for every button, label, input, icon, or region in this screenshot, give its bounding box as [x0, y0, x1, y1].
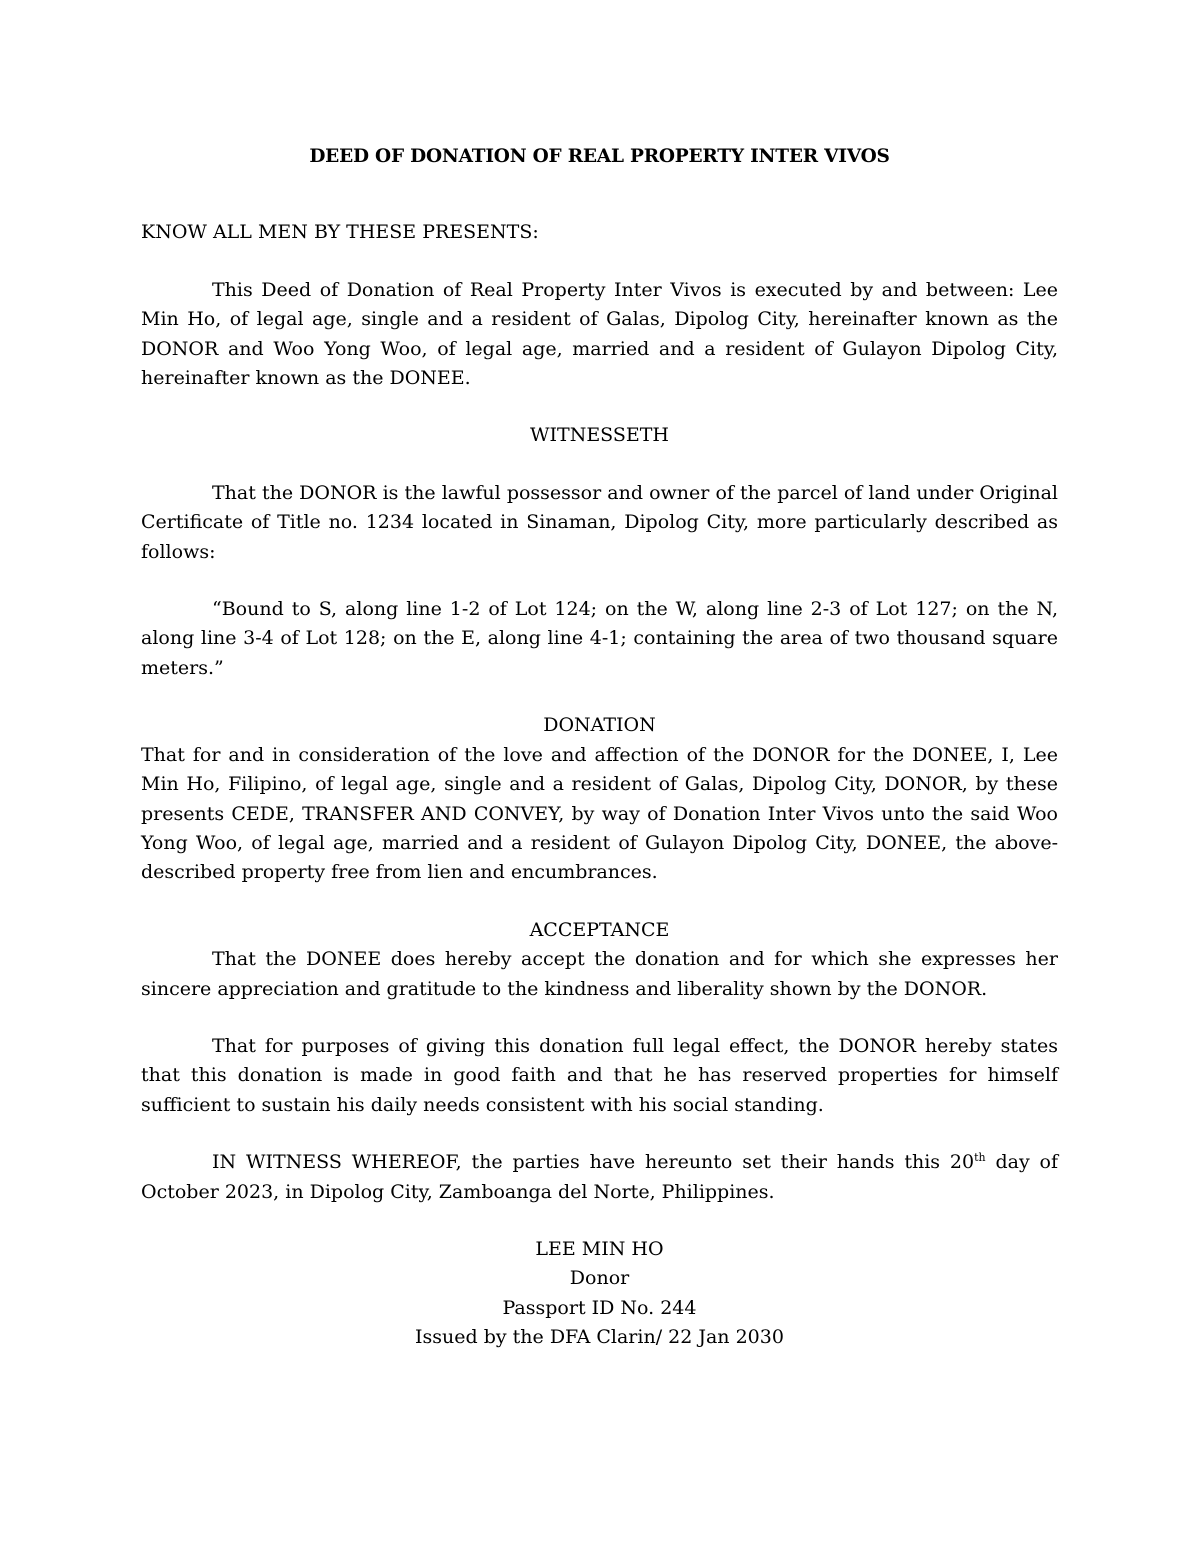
- donation-heading: DONATION: [543, 714, 656, 737]
- ordinal-suffix: th: [974, 1151, 986, 1165]
- spacer: [141, 683, 1058, 711]
- signatory-issued: Issued by the DFA Clarin/ 22 Jan 2030: [415, 1326, 784, 1349]
- donation-paragraph: That for and in consideration of the love and affection of the DONOR for the DONEE, I, Lee Min Ho, Filipino, of legal age, single and a resident of Galas, Dipolog City, DONOR, by these presents CEDE, TRANSFER AND CONVEY, by way of Donation Inter Vivos unto the said Woo Yong Woo, of legal age, married and a resident of Gulayon Dipolog City, DONEE, the above-described property free from lien and encumbrances.: [141, 743, 1058, 884]
- witness-clause: [141, 1148, 1058, 1207]
- intro-paragraph: This Deed of Donation of Real Property Inter Vivos is executed by and between: Lee Min Ho, of legal age, single and a resident of Galas, Dipolog City, hereinafter known as the DONOR and Woo Yong Woo, of legal age, married and a resident of Gulayon Dipolog City, hereinafter known as the DONEE.: [141, 278, 1058, 390]
- document-page: [141, 142, 1058, 1353]
- spacer: [141, 888, 1058, 916]
- spacer: [141, 1004, 1058, 1032]
- witnesseth-heading: WITNESSETH: [529, 424, 669, 447]
- signature-block: [141, 1235, 1058, 1353]
- spacer: [141, 1207, 1058, 1235]
- acceptance-paragraph: That the DONEE does hereby accept the donation and for which she expresses her sincere appreciation and gratitude to the kindness and liberality shown by the DONOR.: [141, 948, 1058, 1000]
- witness-clause-start: IN WITNESS WHEREOF, the parties have hereunto set their hands this 20: [212, 1151, 975, 1174]
- property-description: “Bound to S, along line 1-2 of Lot 124; on the W, along line 2-3 of Lot 127; on the N, along line 3-4 of Lot 128; on the E, along line 4-1; containing the area of two thousand square meters.”: [141, 598, 1058, 679]
- purpose-paragraph: That for purposes of giving this donation full legal effect, the DONOR hereby states that this donation is made in good faith and that he has reserved properties for himself sufficient to sustain his daily needs consistent with his social standing.: [141, 1034, 1058, 1116]
- signatory-name: LEE MIN HO: [535, 1237, 664, 1260]
- witness-clause-end: day of October 2023, in Dipolog City, Zamboanga del Norte, Philippines.: [141, 1151, 1058, 1203]
- spacer: [141, 1120, 1058, 1148]
- document-title: DEED OF DONATION OF REAL PROPERTY INTER VIVOS: [309, 146, 890, 167]
- spacer: [141, 393, 1058, 421]
- spacer: [141, 248, 1058, 276]
- spacer: [141, 567, 1058, 595]
- signatory-id: Passport ID No. 244: [502, 1296, 697, 1319]
- acceptance-heading: ACCEPTANCE: [529, 918, 670, 941]
- witnesseth-paragraph: That the DONOR is the lawful possessor and owner of the parcel of land under Original Certificate of Title no. 1234 located in Sinaman, Dipolog City, more particularly described as follows:: [141, 481, 1058, 563]
- salutation: KNOW ALL MEN BY THESE PRESENTS:: [141, 221, 539, 244]
- spacer: [141, 451, 1058, 479]
- signatory-role: Donor: [569, 1267, 630, 1290]
